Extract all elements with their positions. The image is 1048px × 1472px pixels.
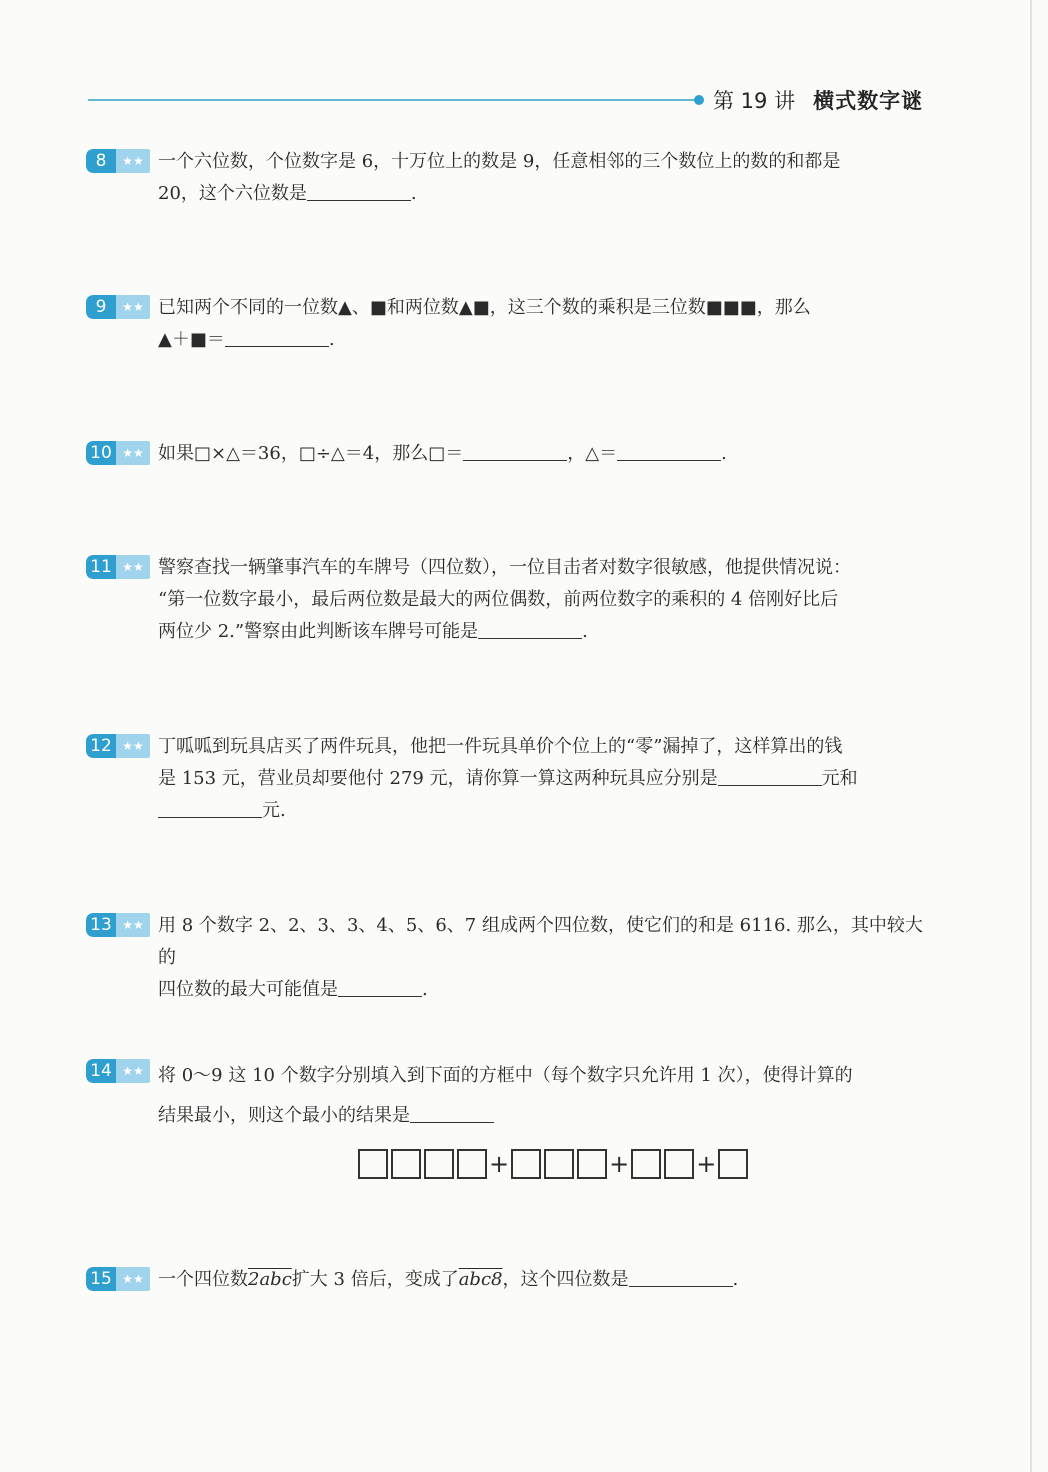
plus-sign: + [696, 1150, 717, 1178]
question-badge: 11 ★★ [86, 555, 150, 579]
overline-number-2abc: 2abc [248, 1269, 292, 1290]
difficulty-stars-icon: ★★ [116, 913, 150, 937]
question-10 [86, 438, 938, 470]
answer-blank-second[interactable] [158, 797, 262, 818]
page-header [88, 86, 938, 118]
header-rule [88, 99, 698, 101]
question-12 [86, 731, 938, 827]
question-badge: 8 ★★ [86, 149, 150, 173]
digit-box[interactable] [664, 1149, 694, 1179]
digit-box[interactable] [424, 1149, 454, 1179]
question-14 [86, 1056, 938, 1136]
digit-box[interactable] [457, 1149, 487, 1179]
difficulty-stars-icon: ★★ [116, 295, 150, 319]
answer-blank[interactable] [478, 618, 582, 639]
digit-box[interactable] [391, 1149, 421, 1179]
question-9 [86, 292, 938, 356]
answer-blank[interactable] [410, 1102, 494, 1123]
question-15 [86, 1264, 938, 1296]
question-text: 一个六位数，个位数字是 6，十万位上的数是 9，任意相邻的三个数位上的数的和都是 20，这个六位数是 . [158, 151, 841, 204]
digit-box[interactable] [718, 1149, 748, 1179]
question-8 [86, 146, 938, 210]
digit-box[interactable] [358, 1149, 388, 1179]
difficulty-stars-icon: ★★ [116, 734, 150, 758]
question-11 [86, 552, 938, 648]
question-badge: 14 ★★ [86, 1059, 150, 1083]
answer-blank-triangle[interactable] [617, 440, 721, 461]
plus-sign: + [489, 1150, 510, 1178]
difficulty-stars-icon: ★★ [116, 149, 150, 173]
page-edge [1030, 0, 1032, 1472]
difficulty-stars-icon: ★★ [116, 1059, 150, 1083]
question-text: 如果□×△＝36，□÷△＝4，那么□＝ ，△＝ . [158, 438, 938, 470]
difficulty-stars-icon: ★★ [116, 555, 150, 579]
plus-sign: + [609, 1150, 630, 1178]
digit-box[interactable] [511, 1149, 541, 1179]
answer-blank-first[interactable] [718, 765, 822, 786]
digit-box[interactable] [544, 1149, 574, 1179]
lecture-title: 横式数字谜 [813, 89, 924, 113]
digit-box[interactable] [577, 1149, 607, 1179]
lecture-number: 第 19 讲 [713, 89, 796, 113]
answer-blank[interactable] [629, 1266, 733, 1287]
header-dot [694, 95, 704, 105]
question-badge: 10 ★★ [86, 441, 150, 465]
answer-blank-square[interactable] [463, 440, 567, 461]
question-text: 丁呱呱到玩具店买了两件玩具，他把一件玩具单价个位上的“零”漏掉了，这样算出的钱 是 153 元，营业员却要他付 279 元，请你算一算这两种玩具应分别是 元和 元. [158, 736, 858, 821]
question-text: 已知两个不同的一位数▲、■和两位数▲■，这三个数的乘积是三位数■■■，那么 ▲＋■＝ . [158, 297, 811, 350]
question-badge: 9 ★★ [86, 295, 150, 319]
digit-box[interactable] [631, 1149, 661, 1179]
question-text: 一个四位数2abc扩大 3 倍后，变成了abc8，这个四位数是 . [158, 1264, 938, 1296]
answer-blank[interactable] [338, 976, 422, 997]
answer-blank[interactable] [307, 180, 411, 201]
question-badge: 12 ★★ [86, 734, 150, 758]
box-expression [358, 1148, 751, 1178]
answer-blank[interactable] [225, 326, 329, 347]
question-text: 将 0～9 这 10 个数字分别填入到下面的方框中（每个数字只允许用 1 次），使得计算的 结果最小，则这个最小的结果是 [158, 1065, 853, 1126]
question-badge: 13 ★★ [86, 913, 150, 937]
question-text: 警察查找一辆肇事汽车的车牌号（四位数），一位目击者对数字很敏感，他提供情况说： “第一位数字最小，最后两位数是最大的两位偶数，前两位数字的乘积的 4 倍刚好比后 两位少 2.”警察由此判断该车牌号可能是 . [158, 557, 851, 642]
question-text: 用 8 个数字 2、2、3、3、4、5、6、7 组成两个四位数，使它们的和是 6116. 那么，其中较大的 四位数的最大可能值是 . [158, 915, 923, 1000]
header-text [713, 86, 923, 118]
question-badge: 15 ★★ [86, 1267, 150, 1291]
overline-number-abc8: abc8 [458, 1269, 503, 1290]
difficulty-stars-icon: ★★ [116, 441, 150, 465]
question-13 [86, 910, 938, 1006]
difficulty-stars-icon: ★★ [116, 1267, 150, 1291]
